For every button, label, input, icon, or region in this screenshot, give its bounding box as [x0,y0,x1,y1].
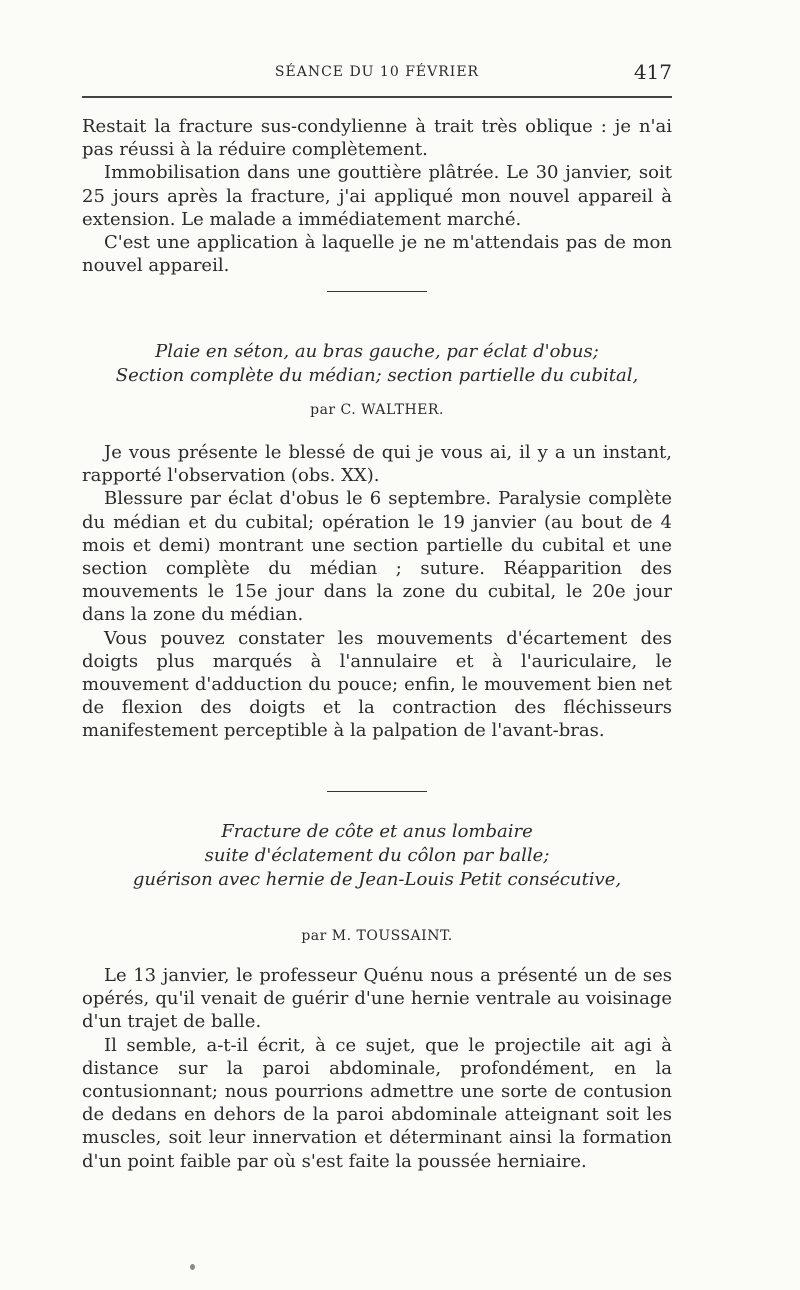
section-title-toussaint [82,820,672,892]
section-title-walther [82,340,672,388]
running-title: SÉANCE DU 10 FÉVRIER [274,64,480,80]
title-line: Plaie en séton, au bras gauche, par éclat d'obus; [155,341,599,362]
paragraph: Le 13 janvier, le professeur Quénu nous a présenté un de ses opérés, qu'il venait de guérir d'une hernie ventrale au voisinage d'un trajet de balle. [82,965,672,1033]
paragraph: Immobilisation dans une gouttière plâtrée. Le 30 janvier, soit 25 jours après la fracture, j'ai appliqué mon nouvel appareil à extension. Le malade a immédiatement marché. [82,162,672,230]
title-line: guérison avec hernie de Jean-Louis Petit consécutive, [132,869,622,890]
paragraph: Je vous présente le blessé de qui je vous ai, il y a un instant, rapporté l'observation (obs. XX). [82,442,672,487]
paragraph: Vous pouvez constater les mouvements d'écartement des doigts plus marqués à l'annulaire et à l'auriculaire, le mouvement d'adduction du pouce; enfin, le mouvement bien net de flexion des doigts et la contraction des fléchisseurs manifestement perceptible à la palpation de l'avant-bras. [82,627,672,742]
page-number: 417 [633,60,672,84]
walther-text [82,441,672,743]
paragraph: Restait la fracture sus-condylienne à trait très oblique : je n'ai pas réussi à la réduire complètement. [82,116,672,161]
paragraph: Il semble, a-t-il écrit, à ce sujet, que le projectile ait agi à distance sur la paroi abdominale, profondément, en la contusionnant; nous pourrions admettre une sorte de contusion de dedans en dehors de la paroi abdominale atteignant soit les muscles, soit leur innervation et déterminant ainsi la formation d'un point faible par où s'est faite la poussée herniaire. [82,1034,672,1172]
header-rule [82,96,672,98]
paragraph: Blessure par éclat d'obus le 6 septembre. Paralysie complète du médian et du cubital; opération le 19 janvier (au bout de 4 mois et demi) montrant une section partielle du cubital et une section complète du médian ; suture. Réapparition des mouvements le 15e jour dans la zone du cubital, le 20e jour dans la zone du médian. [82,488,672,626]
paragraph: C'est une application à laquelle je ne m'attendais pas de mon nouvel appareil. [82,232,672,277]
running-head [82,60,672,84]
section-separator-rule [327,291,427,292]
section-separator-rule [327,791,427,792]
title-line: suite d'éclatement du côlon par balle; [204,845,550,866]
ink-speck [190,1264,195,1270]
title-line: Section complète du médian; section partielle du cubital, [115,365,639,386]
author-walther: par C. WALTHER. [310,402,444,418]
author-toussaint: par M. TOUSSAINT. [301,928,453,944]
title-line: Fracture de côte et anus lombaire [221,821,533,842]
continuation-text [82,115,672,277]
toussaint-text [82,964,672,1173]
